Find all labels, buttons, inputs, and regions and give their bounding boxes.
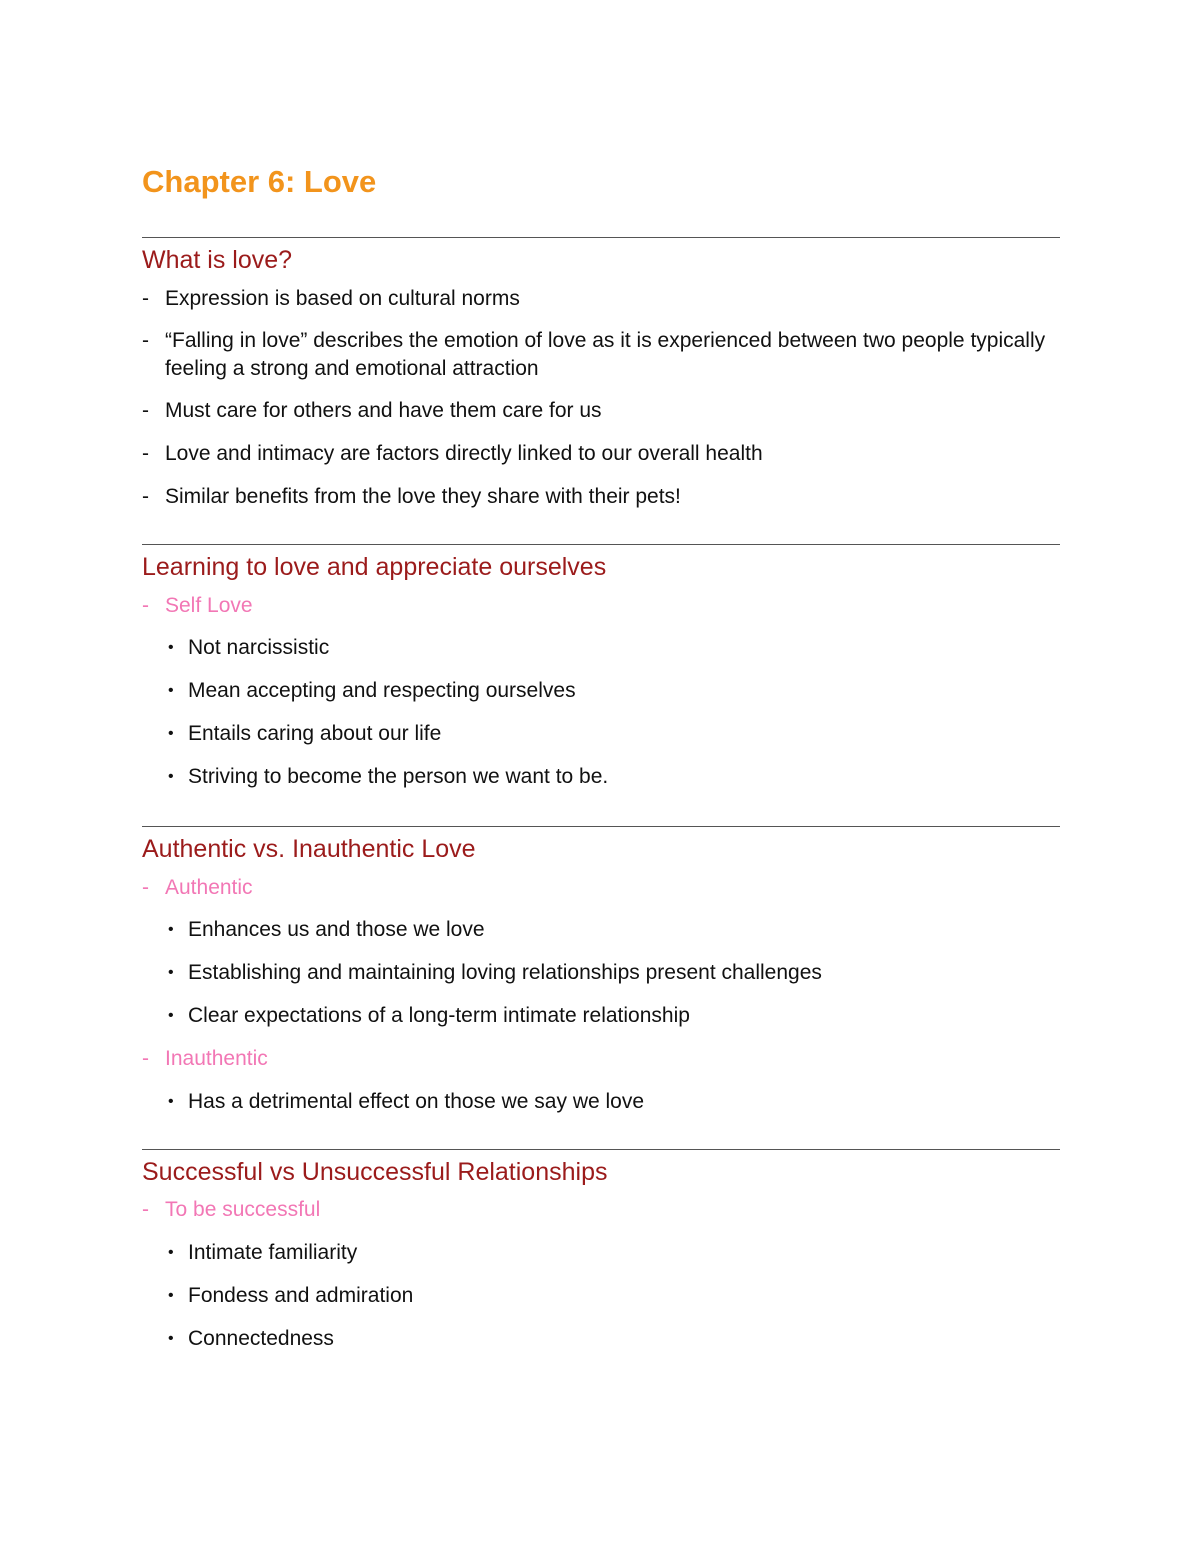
section-heading-self-love: Learning to love and appreciate ourselves (142, 553, 607, 581)
bullet-text: Clear expectations of a long-term intimate relationship (188, 1004, 690, 1027)
list-item-text: Similar benefits from the love they share with their pets! (165, 485, 681, 508)
document-body (142, 160, 1060, 1353)
bullet-marker: • (168, 1287, 174, 1304)
bullet-marker: • (168, 639, 174, 656)
dash-marker: - (142, 594, 149, 617)
dash-marker: - (142, 399, 149, 422)
bullet-text: Has a detrimental effect on those we say we love (188, 1090, 645, 1113)
relationships-list (142, 1196, 1060, 1353)
bullet-marker: • (168, 768, 174, 785)
subheading-text: To be successful (165, 1198, 321, 1221)
bullet-marker: • (168, 921, 174, 938)
bullet-item (142, 1239, 1060, 1267)
page-title: Chapter 6: Love (142, 164, 377, 199)
list-item (142, 483, 1060, 511)
subheading-text: Inauthentic (165, 1047, 268, 1070)
authentic-list (142, 874, 1060, 1116)
subheading-text: Self Love (165, 594, 253, 617)
list-item-text: Must care for others and have them care for us (165, 399, 602, 422)
subheading-item (142, 1045, 1060, 1073)
bullet-text: Entails caring about our life (188, 722, 442, 745)
subheading-item (142, 1196, 1060, 1224)
bullet-marker: • (168, 1330, 174, 1347)
section-heading-what-is-love: What is love? (142, 246, 293, 274)
dash-marker: - (142, 287, 149, 310)
section-divider (142, 544, 1060, 545)
bullet-item (142, 916, 1060, 944)
bullet-item (142, 634, 1060, 662)
bullet-text: Enhances us and those we love (188, 918, 485, 941)
section-divider (142, 826, 1060, 827)
list-item (142, 327, 1060, 383)
what-is-love-list (142, 285, 1060, 511)
subheading-text: Authentic (165, 876, 253, 899)
bullet-text: Intimate familiarity (188, 1241, 358, 1264)
dash-marker: - (142, 876, 149, 899)
bullet-item (142, 677, 1060, 705)
subheading-item (142, 592, 1060, 620)
list-item (142, 397, 1060, 425)
bullet-marker: • (168, 1007, 174, 1024)
bullet-item (142, 720, 1060, 748)
dash-marker: - (142, 329, 149, 352)
bullet-text: Mean accepting and respecting ourselves (188, 679, 576, 702)
list-item-text: Love and intimacy are factors directly linked to our overall health (165, 442, 763, 465)
section-heading-authentic: Authentic vs. Inauthentic Love (142, 835, 476, 863)
dash-marker: - (142, 485, 149, 508)
bullet-marker: • (168, 682, 174, 699)
bullet-item (142, 1088, 1060, 1116)
list-item-text: “Falling in love” describes the emotion of love as it is experienced between two people typically feeling a strong and emotional attraction (165, 329, 1046, 380)
bullet-text: Striving to become the person we want to be. (188, 765, 609, 788)
bullet-text: Not narcissistic (188, 636, 330, 659)
bullet-item (142, 1282, 1060, 1310)
dash-marker: - (142, 442, 149, 465)
section-divider (142, 237, 1060, 238)
dash-marker: - (142, 1198, 149, 1221)
bullet-item (142, 763, 1060, 791)
bullet-text: Connectedness (188, 1327, 334, 1350)
subheading-item (142, 874, 1060, 902)
section-heading-relationships: Successful vs Unsuccessful Relationships (142, 1158, 608, 1186)
bullet-item (142, 1002, 1060, 1030)
bullet-marker: • (168, 964, 174, 981)
bullet-text: Fondess and admiration (188, 1284, 414, 1307)
bullet-marker: • (168, 1244, 174, 1261)
bullet-item (142, 959, 1060, 987)
bullet-marker: • (168, 725, 174, 742)
list-item (142, 285, 1060, 313)
bullet-marker: • (168, 1093, 174, 1110)
bullet-text: Establishing and maintaining loving relationships present challenges (188, 961, 822, 984)
list-item-text: Expression is based on cultural norms (165, 287, 520, 310)
list-item (142, 440, 1060, 468)
dash-marker: - (142, 1047, 149, 1070)
section-divider (142, 1149, 1060, 1150)
bullet-item (142, 1325, 1060, 1353)
self-love-list (142, 592, 1060, 791)
